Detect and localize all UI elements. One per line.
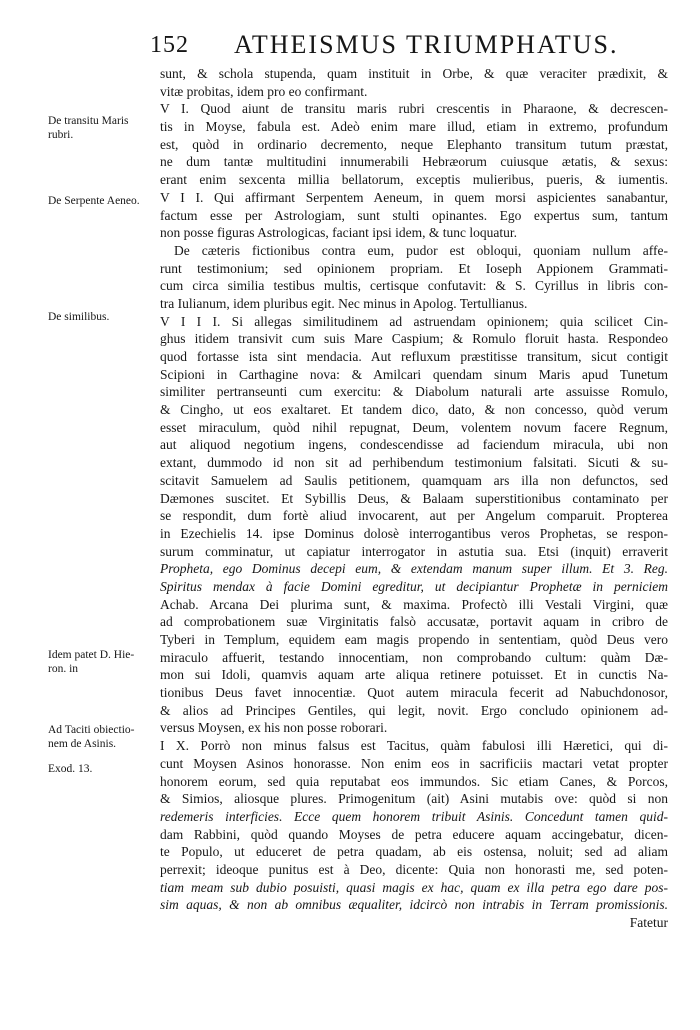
text-line: runt testimonium; sed opinionem propriam. Et Ioseph Appionem Grammati- <box>160 260 668 276</box>
text-line: versus Moysen, ex his non posse roborari. <box>160 720 388 736</box>
text-line: erant enim sexcenta millia bellatorum, exceptis mulieribus, pueris, & iumentis. <box>160 172 668 188</box>
text-line: factum esse per Astrologiam, sunt stulti opinantes. Ego expertus sum, tantum <box>160 207 668 223</box>
margin-note-de-transitu <box>48 114 153 142</box>
margin-note-idem-patet <box>48 648 153 676</box>
main-text-column <box>160 65 668 932</box>
margin-note-line: Exod. 13. <box>48 763 93 775</box>
margin-note-line: Idem patet D. Hie- <box>48 649 135 661</box>
text-line: est, quòd in ordinario decremento, neque Elephanto transitum tutum præstat, <box>160 136 668 152</box>
margin-note-exod <box>48 762 153 776</box>
margin-note-line: De transitu Maris <box>48 115 129 127</box>
text-line: Scipioni in Carthagine nova: & Amilcari quendam sinum Maris apud Tunetum <box>160 366 668 382</box>
text-line: Dæmones suscitet. Et Sybillis Deus, & Balaam superstitionibus contaminato per <box>160 490 668 506</box>
text-line: surum comminatur, ut capiatur interrogator in astutia sua. Etsi (inquit) erraverit <box>160 543 668 559</box>
page-number: 152 <box>150 32 189 58</box>
text-line: mon sui Idoli, quamvis aquam arte aliqua retinere potuisset. Et in cunctis Na- <box>160 667 668 683</box>
text-line: dam Rabbini, quòd quando Moyses de petra educere aquam accingebatur, dicen- <box>160 826 668 842</box>
text-line: scitavit Samuelem ad Saulis petitionem, quamquam ars illa non defunctos, sed <box>160 472 668 488</box>
text-line: ghus itidem transivit cum suis Mare Caspium; & Romulo floruit hasta. Respondeo <box>160 331 668 347</box>
text-line: V I I. Qui affirmant Serpentem Aeneum, in quem morsi aspicientes sanabantur, <box>160 189 668 205</box>
text-line: similiter pertranseunti cum exercitu: & Diabolum naturali arte assuisse Romulo, <box>160 384 668 400</box>
text-line: in Ezechielis 14. ipse Dominus dolosè interrogantibus veros Prophetas, se respon- <box>160 525 668 541</box>
text-line: V I. Quod aiunt de transitu maris rubri crescentis in Pharaone, & decrescen- <box>160 101 668 117</box>
text-line: tiam meam sub dubio posuisti, quasi magis ex hac, quam ex illa petra ego dare pos- <box>160 879 668 895</box>
margin-note-line: ron. in <box>48 663 79 675</box>
text-line: sunt, & schola stupenda, quam instituit in Orbe, & quæ veraciter prædixit, & <box>160 66 668 81</box>
text-line: redemeris interficies. Ecce quem honorem tribuit Asinis. Concedunt tamen quid- <box>160 808 668 824</box>
text-line: esset miraculum, quòd nihil repugnat, Deum, volentem novum facere Regnum, <box>160 419 668 435</box>
page-header <box>150 30 670 64</box>
text-line: Achab. Arcana Dei plurima sunt, & maxima. Profectò illi Vestali Virgini, quæ <box>160 596 668 612</box>
text-line: & Simios, aliosque plures. Primogenitum (ait) Asini mutabis ove: quòd si non <box>160 791 668 807</box>
text-line: vitæ probitas, idem pro eo confirmant. <box>160 83 368 99</box>
text-line: cunt Moysen Asinos honorasse. Non enim eos in sacrificiis mactari vetat propter <box>160 755 668 771</box>
text-line: te Populo, ut educeret de petra quadam, ab eis ostensa, noluit; sed ad aliam <box>160 844 668 860</box>
running-title: ATHEISMUS TRIUMPHATUS. <box>234 30 619 59</box>
text-line: ne dum tantæ multitudini innumerabili Hebræorum cuiusque ætatis, & sexus: <box>160 154 668 170</box>
text-line: Spiritus mendax à facie Domini egreditur, ut decipiantur Prophetæ in perniciem <box>160 578 668 594</box>
text-line: extant, dummodo id non sit ad perhibendum testimonium falsitati. Sicuti & su- <box>160 455 668 471</box>
text-line: sim aquas, & non ab omnibus æqualiter, idcircò non intrabis in Terram promissionis. <box>160 897 668 913</box>
margin-note-de-similibus <box>48 310 153 324</box>
text-line: Tyberi in Templum, equidem eam magis propendo in sententiam, quòd Deus vero <box>160 632 668 647</box>
text-line: tra Iulianum, idem pluribus egit. Nec minus in Apolog. Tertullianus. <box>160 295 528 311</box>
text-line: cum circa similia testibus multis, certisque confutavit: & S. Cyrillus in libris con- <box>160 278 668 294</box>
text-line: & alios ad Principes Gentiles, qui legit, novit. Ergo concludo opinionem ad- <box>160 702 668 718</box>
text-line: tionibus Deus favet innocentiæ. Quot autem miracula fecerit ad Nabuchdonosor, <box>160 685 668 701</box>
margin-note-ad-taciti <box>48 723 153 751</box>
text-line: se respondit, dum fortè aliud invocarent, aut per Angelum comparuit. Propterea <box>160 508 668 524</box>
text-line: aut aliquod negotium ingens, condescendisse ad faciendum miracula, ubi non <box>160 437 668 453</box>
text-line: honorem eorum, sed quia reputabat eos immundos. Sic etiam Canes, & Porcos, <box>160 773 668 789</box>
text-line: Fatetur <box>629 915 668 930</box>
margin-note-line: nem de Asinis. <box>48 738 117 750</box>
text-line: & Cingho, ut eos exaltaret. Et tandem dico, dato, & non concesso, quòd verum <box>160 402 668 418</box>
margin-note-line: De similibus. <box>48 311 110 323</box>
margin-note-de-serpente <box>48 194 153 208</box>
text-line: perrexit; ideoque punitus est à Deo, dicente: Quia non honorasti me, sed poten- <box>160 861 668 877</box>
margin-note-line: rubri. <box>48 129 74 141</box>
text-line: non posse figuras Astrologicas, faciant ipsi idem, & tunc loquatur. <box>160 225 517 241</box>
text-line: miraculo affuerit, testando innocentiam, non comprobando cultum: quàm Dæ- <box>160 649 668 665</box>
text-line: V I I I. Si allegas similitudinem ad astruendam opinionem; quia scilicet Cin- <box>160 313 668 329</box>
text-line: ad comprobationem suæ Virginitatis falsò accusatæ, portavit aquam in cribro de <box>160 614 668 630</box>
text-line: I X. Porrò non minus falsus est Tacitus, quàm fabulosi illi Hæretici, qui di- <box>160 738 668 754</box>
margin-note-line: De Serpente Aeneo. <box>48 195 140 207</box>
text-line: tis in Moyse, fabula est. Adeò enim mare illud, etiam in extremo, profundum <box>160 119 668 135</box>
text-line: quod fortasse ista sint mendacia. Aut refluxum præstitisse transitum, sicut contigit <box>160 349 668 364</box>
text-line: De cæteris fictionibus contra eum, pudor est obloqui, quoniam nullum affe- <box>174 242 668 258</box>
text-line: Propheta, ego Dominus decepi eum, & extendam manum super illum. Et 3. Reg. <box>160 561 668 577</box>
margin-note-line: Ad Taciti obiectio- <box>48 724 135 736</box>
